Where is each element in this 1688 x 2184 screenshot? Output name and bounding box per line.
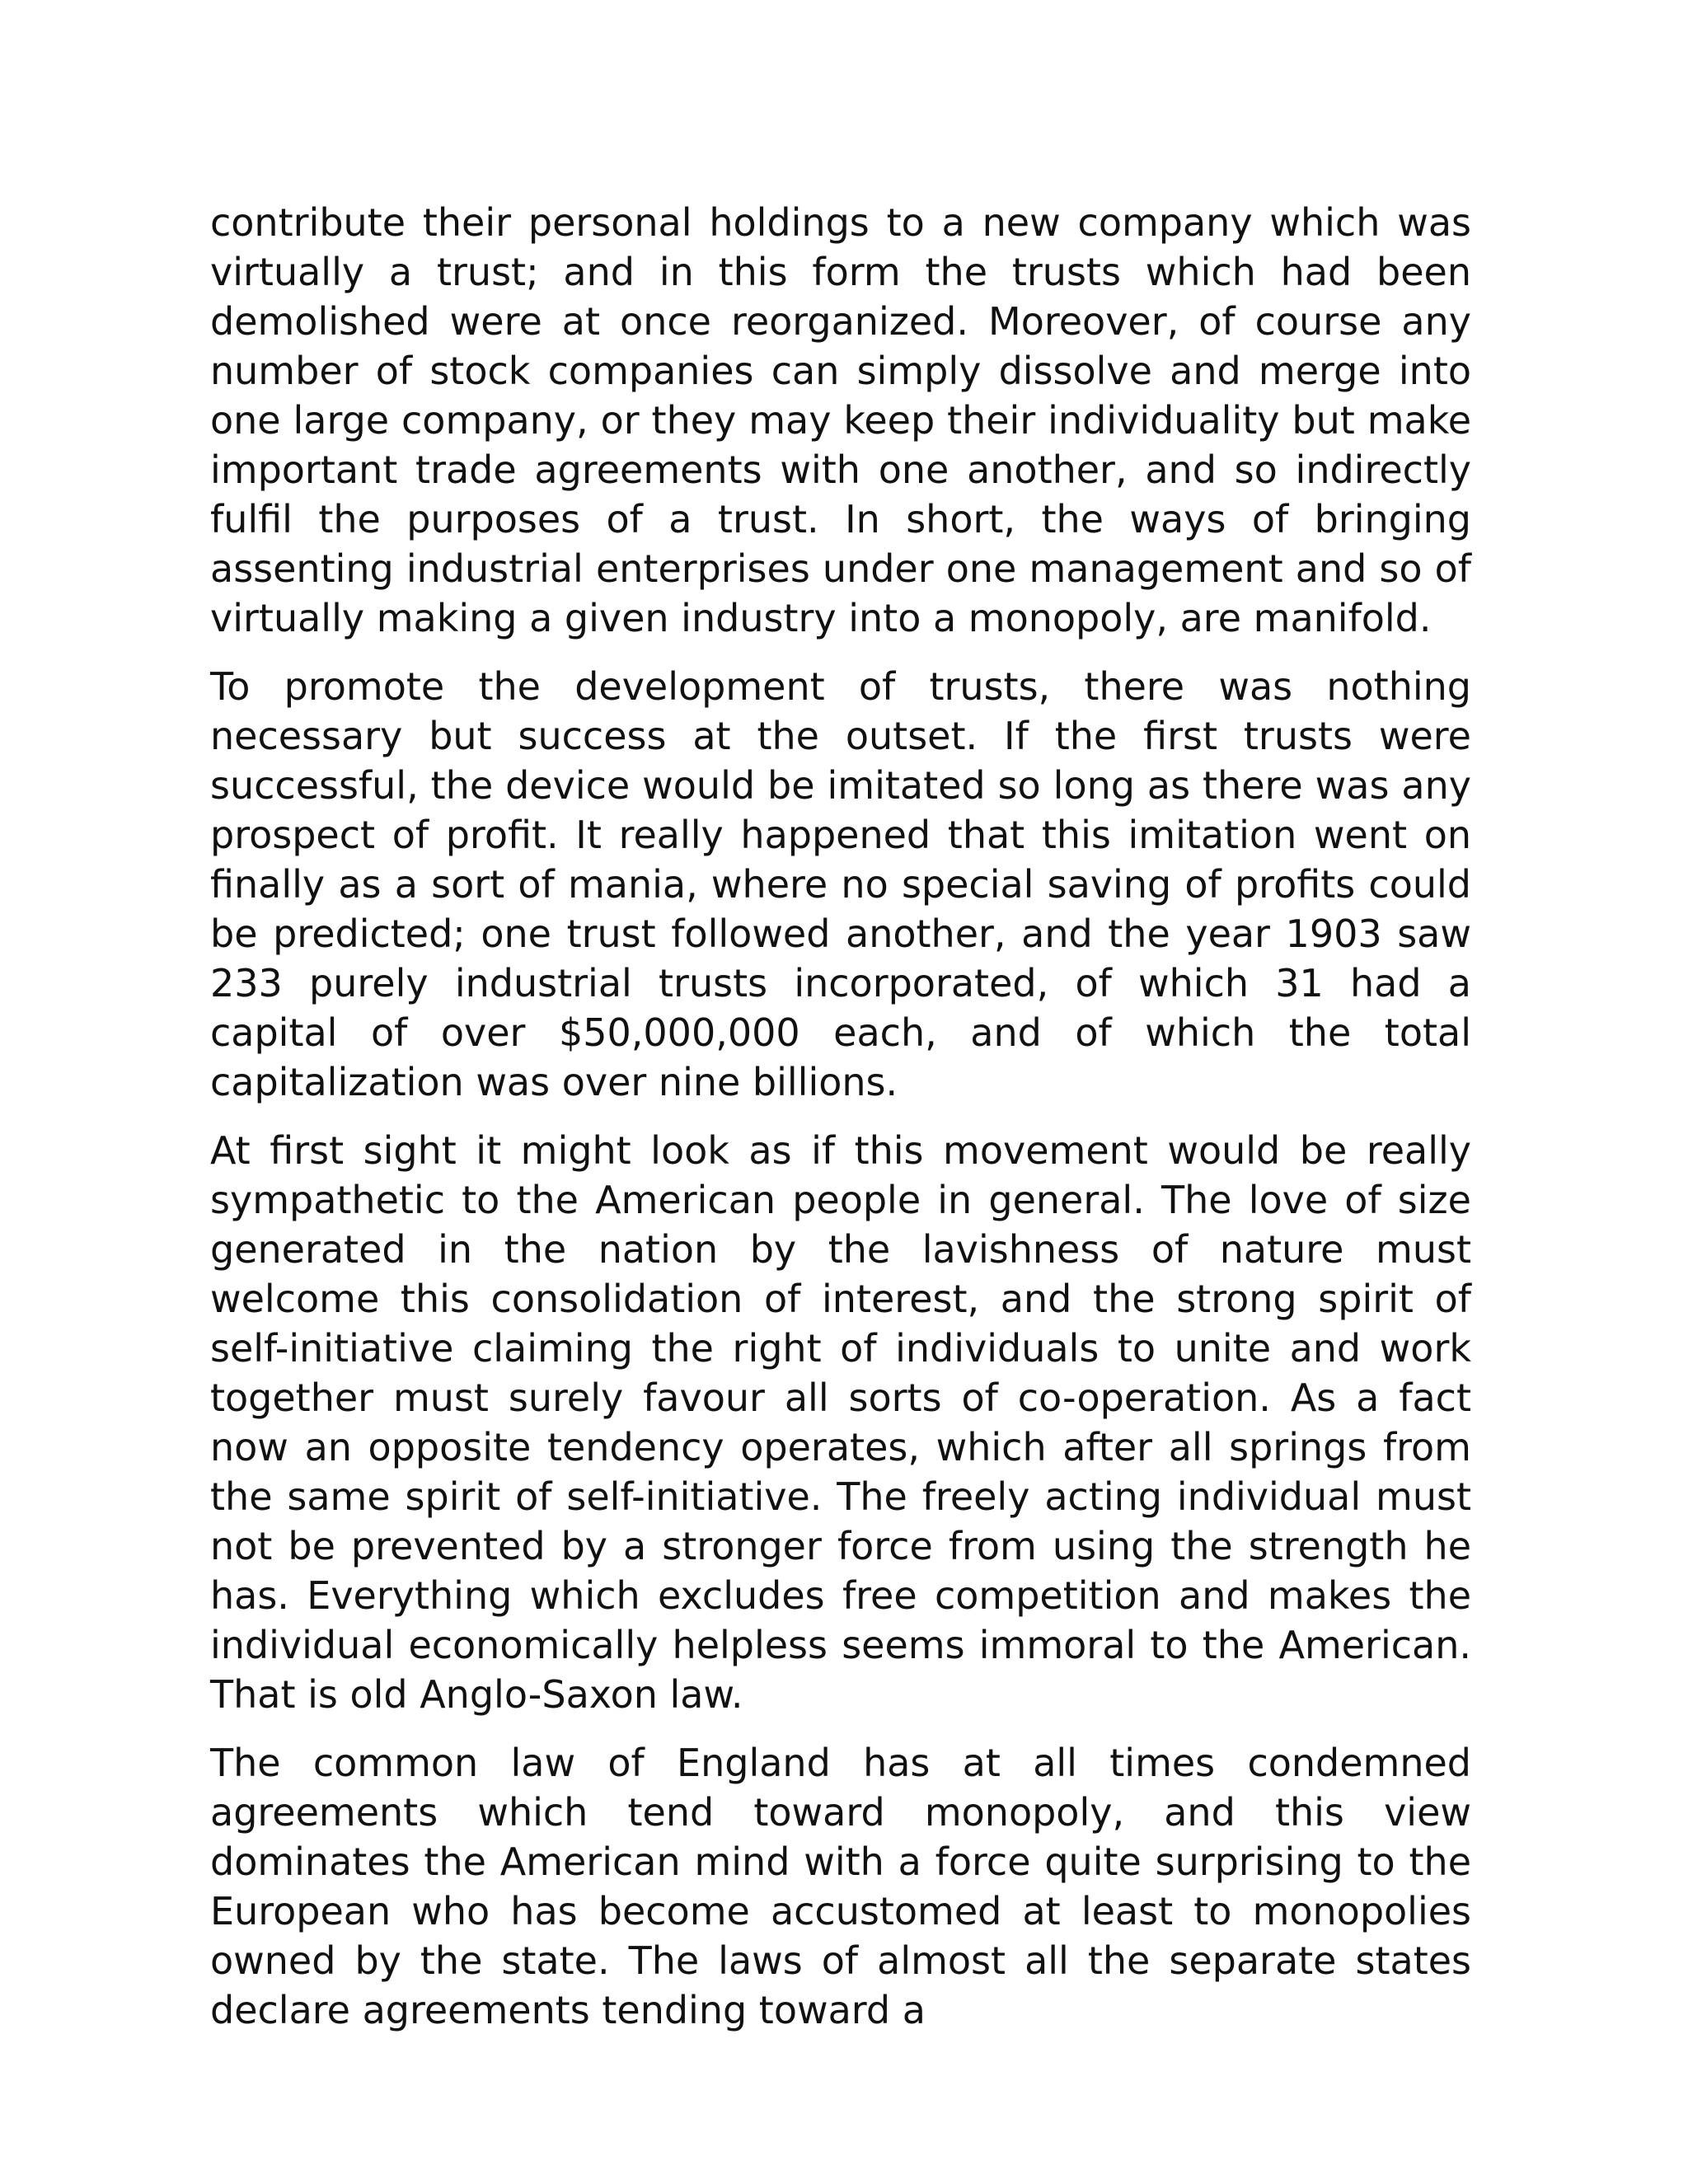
paragraph-2: To promote the development of trusts, there was nothing necessary but success at the outset. If the first trusts were successful, the device would be imitated so long as there was any prospect of profit. It really happened that this imitation went on finally as a sort of mania, where no special saving of profits could be predicted; one trust followed another, and the year 1903 saw 233 purely industrial trusts incorporated, of which 31 had a capital of over $50,000,000 each, and of which the total capitalization was over nine billions. [210,664,1471,1104]
body-text [210,198,1471,2054]
paragraph-1: contribute their personal holdings to a new company which was virtually a trust; and in this form the trusts which had been demolished were at once reorganized. Moreover, of course any number of stock companies can simply dissolve and merge into one large company, or they may keep their individuality but make important trade agreements with one another, and so indirectly fulfil the purposes of a trust. In short, the ways of bringing assenting industrial enterprises under one management and so of virtually making a given industry into a monopoly, are manifold. [210,200,1471,640]
paragraph-3: At first sight it might look as if this movement would be really sympathetic to the American people in general. The love of size generated in the nation by the lavishness of nature must welcome this consolidation of interest, and the strong spirit of self-initiative claiming the right of individuals to unite and work together must surely favour all sorts of co-operation. As a fact now an opposite tendency operates, which after all springs from the same spirit of self-initiative. The freely acting individual must not be prevented by a stronger force from using the strength he has. Everything which excludes free competition and makes the individual economically helpless seems immoral to the American. That is old Anglo-Saxon law. [210,1128,1471,1717]
paragraph-4: The common law of England has at all times condemned agreements which tend toward monopoly, and this view dominates the American mind with a force quite surprising to the European who has become accustomed at least to monopolies owned by the state. The laws of almost all the separate states declare agreements tending toward a [210,1741,1471,2032]
